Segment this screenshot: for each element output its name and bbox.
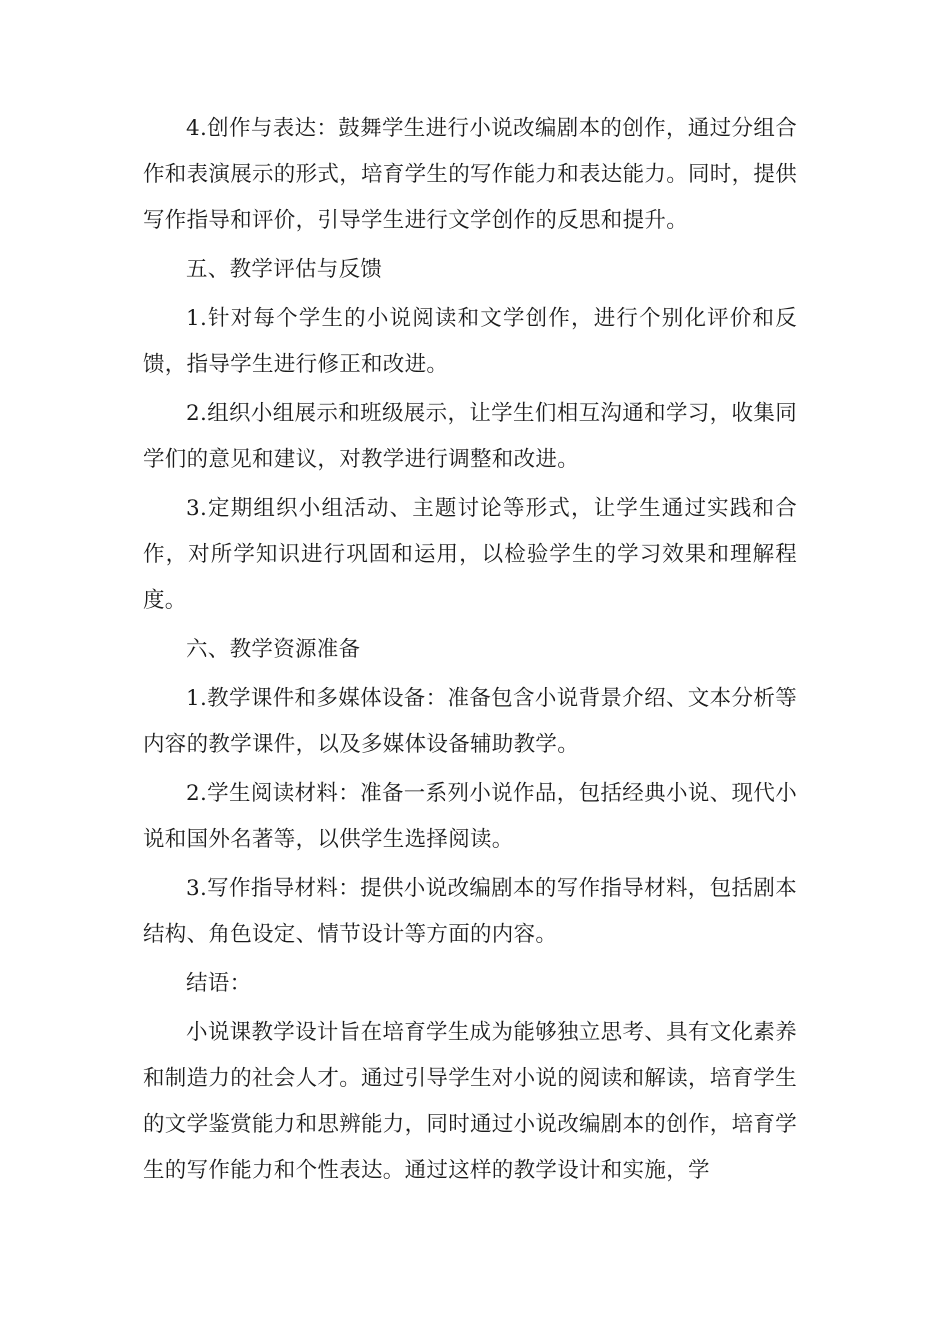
paragraph-courseware: 1.教学课件和多媒体设备：准备包含小说背景介绍、文本分析等内容的教学课件，以及多媒体设备辅助教学。: [143, 686, 797, 757]
section-heading-resources: 六、教学资源准备: [186, 637, 361, 662]
paragraph-writing-materials: 3.写作指导材料：提供小说改编剧本的写作指导材料，包括剧本结构、角色设定、情节设计等方面的内容。: [143, 876, 797, 947]
paragraph-creation-expression: 4.创作与表达：鼓舞学生进行小说改编剧本的创作，通过分组合作和表演展示的形式，培育学生的写作能力和表达能力。同时，提供写作指导和评价，引导学生进行文学创作的反思和提升。: [143, 116, 798, 233]
paragraph-regular-activities: 3.定期组织小组活动、主题讨论等形式，让学生通过实践和合作，对所学知识进行巩固和运用，以检验学生的学习效果和理解程度。: [143, 496, 797, 613]
paragraph-reading-materials: 2.学生阅读材料：准备一系列小说作品，包括经典小说、现代小说和国外名著等，以供学生选择阅读。: [143, 781, 797, 852]
paragraph-individual-feedback: 1.针对每个学生的小说阅读和文学创作，进行个别化评价和反馈，指导学生进行修正和改进。: [143, 306, 797, 377]
document-body: [143, 106, 797, 1197]
paragraph-conclusion: 小说课教学设计旨在培育学生成为能够独立思考、具有文化素养和制造力的社会人才。通过引导学生对小说的阅读和解读，培育学生的文学鉴赏能力和思辨能力，同时通过小说改编剧本的创作，培育学生的写作能力和个性表达。通过这样的教学设计和实施，学: [143, 1020, 798, 1183]
section-heading-conclusion: 结语：: [186, 971, 252, 996]
paragraph-group-display: 2.组织小组展示和班级展示，让学生们相互沟通和学习，收集同学们的意见和建议，对教学进行调整和改进。: [143, 401, 797, 472]
section-heading-evaluation: 五、教学评估与反馈: [186, 257, 383, 282]
